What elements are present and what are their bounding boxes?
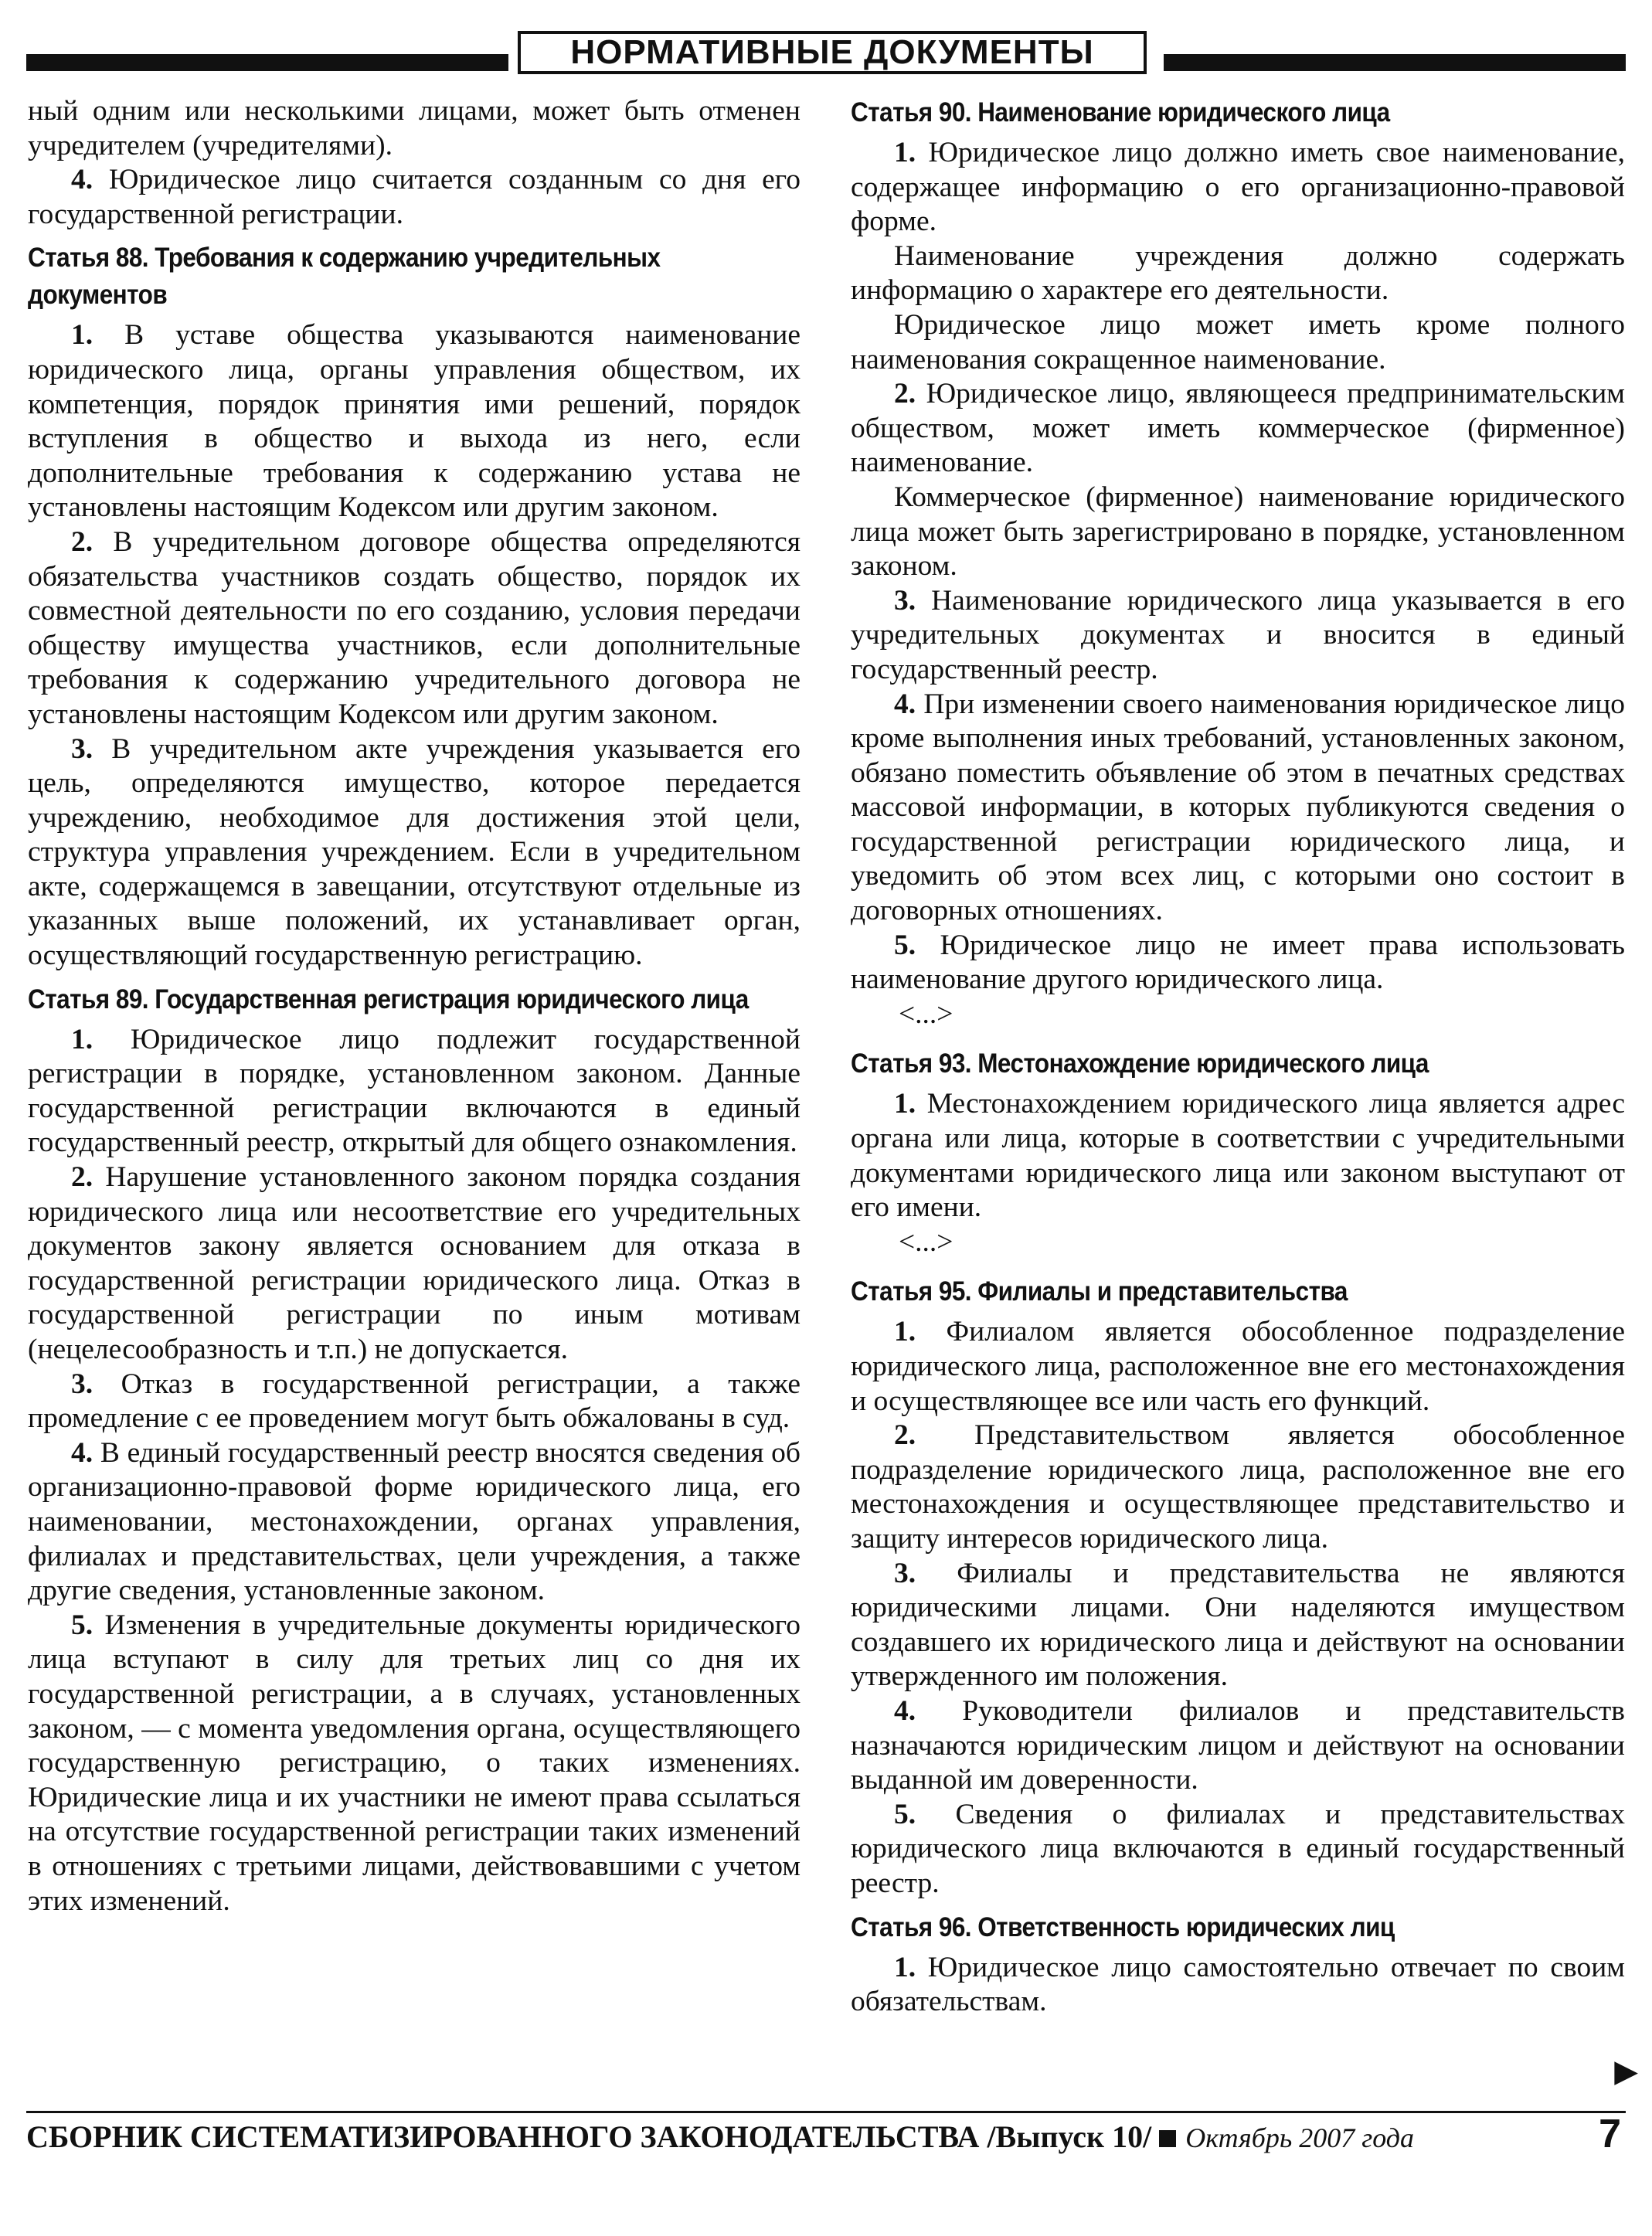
paragraph [851,377,1625,481]
paragraph [851,688,1625,929]
omission-mark: <...> [899,997,953,1030]
square-bullet-icon [1159,2130,1176,2147]
page-footer [26,2112,1626,2162]
item-number: 1. [71,319,93,352]
item-number: 3. [71,732,93,765]
item-number: 3. [894,584,916,617]
paragraph-text: Юридическое лицо подлежит государственной регистрации в порядке, установленном законом. Данные государственной регистрации включаются в единый государственный реестр, открытый для общего ознакомления. [28,1023,801,1159]
paragraph-text: Сведения о филиалах и представительствах юридического лица включаются в единый государственный реестр. [851,1798,1626,1899]
paragraph [28,525,801,732]
item-number: 4. [894,1694,916,1727]
item-number: 2. [71,525,93,558]
paragraph-text: Отказ в государственной регистрации, а также промедление с ее проведением могут быть обжалованы в суд. [28,1368,801,1435]
paragraph [851,1951,1625,2020]
item-number: 4. [71,1436,93,1469]
article-heading: Статья 89. Государственная регистрация юридического лица [28,984,749,1014]
paragraph [28,163,801,232]
paragraph [28,318,801,525]
page-number: 7 [1599,2112,1621,2156]
paragraph [28,1023,801,1160]
publication-title: СБОРНИК СИСТЕМАТИЗИРОВАННОГО ЗАКОНОДАТЕЛЬСТВА /Выпуск 10/ [26,2119,1152,2154]
item-number: 3. [894,1557,916,1589]
paragraph-text: В единый государственный реестр вносятся сведения об организационно-правовой форме юридического лица, его наименовании, местонахождении, органах управления, филиалах и представительствах, цели учреждения, а также другие сведения, установленные законом. [28,1436,801,1607]
paragraph-text: Филиалы и представительства не являются юридическими лицами. Они наделяются имуществом создавшего их юридического лица и действуют на основании утвержденного им положения. [851,1557,1626,1693]
paragraph-text: Юридическое лицо не имеет права использовать наименование другого юридического лица. [851,929,1625,996]
paragraph [28,1609,801,1918]
paragraph [851,1315,1625,1419]
paragraph-text: В учредительном договоре общества определяются обязательства участников создать общество, порядок их совместной деятельности по его созданию, условия передачи обществу имущества участников, если дополнительные требования к содержанию учредительного договора не установлены настоящим Кодексом или другим законом. [28,525,801,730]
paragraph-text: Юридическое лицо, являющееся предпринимательским обществом, может иметь коммерческое (фирменное) наименование. [851,378,1625,479]
paragraph [851,136,1625,240]
paragraph-text: В учредительном акте учреждения указывается его цель, определяются имущество, которое передается учреждению, необходимое для достижения этой цели, структура управления учреждением. Если в учредительном акте, содержащемся в завещании, отсутствуют отдельные из указанных выше положений, их устанавливает орган, осуществляющий государственную регистрацию. [28,732,801,972]
item-number: 5. [71,1609,93,1641]
paragraph-text: Руководители филиалов и представительств назначаются юридическим лицом и действуют на основании выданной им доверенности. [851,1694,1626,1796]
paragraph-text: Филиалом является обособленное подразделение юридического лица, расположенное вне его местонахождения и осуществляющее все или часть его функций. [851,1316,1625,1417]
paragraph: ный одним или несколькими лицами, может быть отменен учредителем (учредителями). [28,95,801,161]
paragraph: Коммерческое (фирменное) наименование юридического лица может быть зарегистрировано в порядке, установленном законом. [851,481,1625,583]
paragraph [851,1557,1625,1694]
issue-date: Октябрь 2007 года [1185,2122,1415,2153]
item-number: 1. [71,1023,93,1055]
paragraph [851,584,1625,688]
article-heading: Статья 95. Филиалы и представительства [851,1276,1348,1307]
paragraph-text: Нарушение установленного законом порядка создания юридического лица или несоответствие его учредительных документов закону является основанием для отказа в государственной регистрации юридического лица. Отказ в государственной регистрации по иным мотивам (нецелесообразность и т.п.) не допускается. [28,1161,801,1365]
paragraph [28,1368,801,1436]
paragraph [851,929,1625,997]
paragraph [28,732,801,974]
omission-mark: <...> [899,1225,953,1258]
item-number: 1. [894,1951,916,1983]
publication-line [26,2115,1414,2160]
article-heading: Статья 93. Местонахождение юридического лица [851,1048,1429,1079]
item-number: 5. [894,1798,916,1830]
item-number: 1. [894,137,916,168]
article-heading: Статья 90. Наименование юридического лица [851,97,1390,127]
right-column [851,94,1625,2020]
paragraph: Юридическое лицо может иметь кроме полного наименования сокращенное наименование. [851,308,1625,375]
paragraph-text: Изменения в учредительные документы юридического лица вступают в силу для третьих лиц со дня их государственной регистрации, а в случаях, установленных законом, — с момента уведомления органа, осуществляющего государственную регистрацию, о таких изменениях. Юридические лица и их участники не имеют права ссылаться на отсутствие государственной регистрации таких изменений в отношениях с третьими лицами, действовавшими с учетом этих изменений. [28,1609,801,1917]
header-bar-left [26,54,508,71]
page-header [26,31,1626,79]
article-heading: Статья 88. Требования к содержанию учредительных документов [28,243,661,311]
paragraph [851,1087,1625,1225]
paragraph [28,1160,801,1368]
paragraph-text: При изменении своего наименования юридическое лицо кроме выполнения иных требований, установленных законом, обязано поместить объявление об этом в печатных средствах массовой информации, в которых публикуются сведения о государственной регистрации юридического лица, и уведомить об этом всех лиц, с которыми оно состоит в договорных отношениях. [851,688,1626,927]
item-number: 1. [894,1316,916,1348]
continue-arrow-icon: ▶ [1614,2054,1638,2089]
paragraph-text: В уставе общества указываются наименование юридического лица, органы управления обществом, их компетенция, порядок принятия ими решений, порядок вступления в общество и выхода из него, если дополнительные требования к содержанию устава не установлены настоящим Кодексом или другим законом. [28,319,801,524]
paragraph-text: Наименование юридического лица указывается в его учредительных документах и вносится в единый государственный реестр. [851,584,1625,685]
paragraph-text: Представительством является обособленное подразделение юридического лица, расположенное вне его местонахождения и осуществляющее представительство и защиту интересов юридического лица. [851,1419,1626,1555]
paragraph-text: Юридическое лицо самостоятельно отвечает по своим обязательствам. [851,1951,1625,2018]
footer-divider [26,2111,1626,2113]
item-number: 4. [71,164,93,196]
header-bar-right [1164,54,1626,71]
left-column [28,94,801,1918]
paragraph [851,1694,1625,1798]
item-number: 2. [894,1419,916,1452]
item-number: 4. [894,688,916,720]
paragraph [851,1798,1625,1901]
paragraph-text: Юридическое лицо должно иметь свое наименование, содержащее информацию о его организационно-правовой форме. [851,137,1625,238]
paragraph: Наименование учреждения должно содержать информацию о характере его деятельности. [851,240,1625,307]
article-heading: Статья 96. Ответственность юридических лиц [851,1911,1395,1942]
item-number: 2. [894,378,916,410]
item-number: 3. [71,1368,93,1400]
item-number: 2. [71,1161,93,1194]
paragraph [28,1436,801,1609]
item-number: 1. [894,1088,916,1120]
item-number: 5. [894,929,916,961]
paragraph [851,1419,1625,1556]
section-title: НОРМАТИВНЫЕ ДОКУМЕНТЫ [518,31,1147,74]
paragraph-text: Юридическое лицо считается созданным со дня его государственной регистрации. [28,164,801,230]
paragraph-text: Местонахождением юридического лица является адрес органа или лица, которые в соответствии с учредительными документами юридического лица или законом выступают от его имени. [851,1088,1625,1224]
